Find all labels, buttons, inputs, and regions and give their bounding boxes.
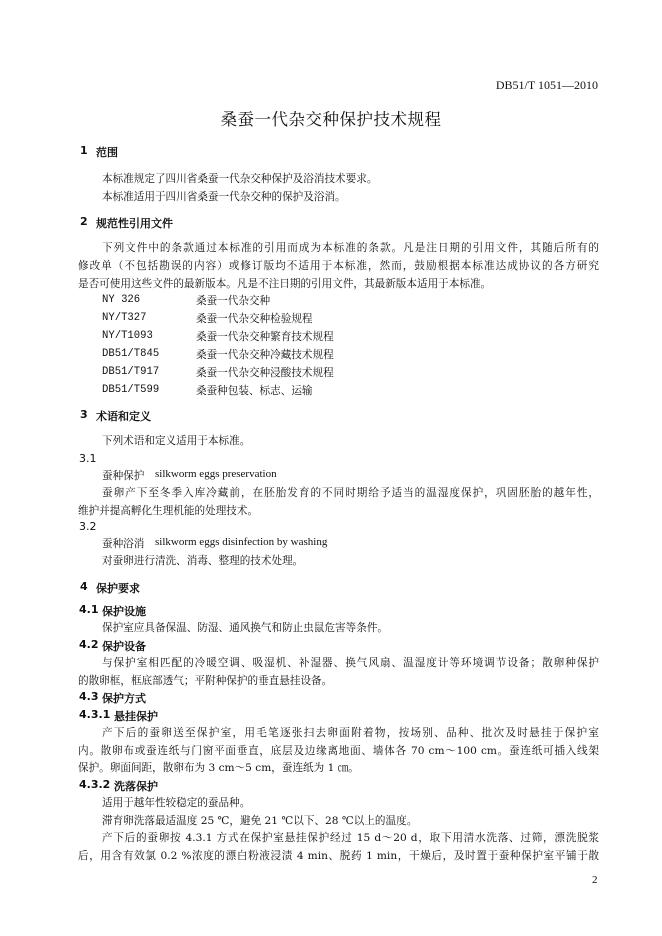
subsection-heading: 保护设备 — [102, 640, 146, 653]
section-4-heading: 保护要求 — [96, 582, 140, 595]
section-3-heading: 术语和定义 — [96, 410, 151, 423]
ref-title: 桑蚕一代杂交种繁育技术规程 — [196, 331, 334, 343]
section-4-number: 4 — [80, 580, 88, 593]
subsection-paragraph-line: 内。散卵布或蚕连纸与门窗平面垂直，底层及边缘离地面、墙体各 70 cm～100 cm。蚕连纸可插入线架 — [78, 745, 599, 757]
term-definition: 对蚕卵进行清洗、消毒、整理的技术处理。 — [102, 555, 304, 567]
ref-code: DB51/T917 — [102, 366, 160, 378]
subsection-paragraph-line: 滞育卵洗落最适温度 25 ℃，避免 21 ℃以下、28 ℃以上的温度。 — [102, 815, 418, 827]
ref-title: 桑蚕一代杂交种检验规程 — [196, 313, 313, 325]
section-3-intro: 下列术语和定义适用于本标准。 — [102, 435, 251, 447]
section-1-paragraph: 本标准规定了四川省桑蚕一代杂交种保护及浴消技术要求。 — [102, 173, 378, 185]
section-1-number: 1 — [80, 144, 88, 157]
subsection-paragraph-line: 产下后的蚕卵送至保护室，用毛笔逐张扫去卵面附着物，按场别、品种、批次及时悬挂于保护室 — [102, 727, 599, 739]
subsection-paragraph-line: 的散卵框，框底部透气；平附种保护的垂直悬挂设备。 — [78, 675, 333, 687]
term-definition-line: 维护并提高孵化生理机能的处理技术。 — [78, 505, 259, 517]
subsection-heading: 悬挂保护 — [114, 710, 158, 723]
subsection-number: 4.3.2 — [79, 778, 111, 791]
subsection-paragraph-line: 与保护室相匹配的冷暖空调、吸湿机、补湿器、换气风扇、温湿度计等环境调节设备；散卵种保护 — [102, 657, 599, 669]
section-1-paragraph: 本标准适用于四川省桑蚕一代杂交种的保护及浴消。 — [102, 191, 346, 203]
subsection-heading: 保护方式 — [102, 692, 146, 705]
term-definition-line: 蚕卵产下至冬季入库冷藏前，在胚胎发育的不同时期给予适当的温湿度保护，巩固胚胎的越年性， — [102, 487, 599, 499]
subsection-heading: 保护设施 — [102, 605, 146, 618]
subsection-number: 4.1 — [79, 603, 99, 616]
subsection-paragraph-line: 产下后的蚕卵按 4.3.1 方式在保护室悬挂保护经过 15 d～20 d，取下用清水洗落、过筛，漂洗脱浆 — [102, 832, 599, 844]
term-name-cn: 蚕种浴消 — [102, 538, 145, 550]
section-2-intro-line: 修改单（不包括勘误的内容）或修订版均不适用于本标准，然而，鼓励根据本标准达成协议的各方研究 — [78, 260, 599, 272]
ref-code: NY 326 — [102, 294, 141, 306]
ref-code: DB51/T599 — [102, 384, 160, 396]
section-1-heading: 范围 — [96, 146, 118, 159]
ref-code: DB51/T845 — [102, 348, 160, 360]
page-title: 桑蚕一代杂交种保护技术规程 — [220, 110, 442, 129]
subsection-heading: 洗落保护 — [114, 780, 158, 793]
term-number: 3.1 — [79, 452, 97, 465]
subsection-paragraph-line: 保护。卵面间距，散卵布为 3 cm～5 cm，蚕连纸为 1 ㎝。 — [78, 762, 359, 774]
term-name-en: silkworm eggs disinfection by washing — [155, 536, 328, 548]
ref-code: NY/T327 — [102, 312, 147, 324]
term-name-en: silkworm eggs preservation — [155, 468, 277, 480]
subsection-paragraph: 保护室应具备保温、防湿、通风换气和防止虫鼠危害等条件。 — [102, 622, 389, 634]
section-2-intro-line: 是否可使用这些文件的最新版本。凡是不注日期的引用文件，其最新版本适用于本标准。 — [78, 278, 492, 290]
ref-code: NY/T1093 — [102, 330, 153, 342]
subsection-number: 4.3.1 — [79, 708, 111, 721]
section-2-number: 2 — [80, 215, 88, 228]
ref-title: 桑蚕种包装、标志、运输 — [196, 385, 313, 397]
ref-title: 桑蚕一代杂交种浸酸技术规程 — [196, 367, 334, 379]
subsection-number: 4.2 — [79, 638, 99, 651]
subsection-paragraph-line: 适用于越年性较稳定的蚕品种。 — [102, 797, 251, 809]
section-2-heading: 规范性引用文件 — [96, 217, 173, 230]
subsection-number: 4.3 — [79, 690, 99, 703]
ref-title: 桑蚕一代杂交种 — [196, 295, 271, 307]
standard-code: DB51/T 1051—2010 — [495, 78, 598, 92]
section-3-number: 3 — [80, 408, 88, 421]
term-number: 3.2 — [79, 520, 97, 533]
term-name-cn: 蚕种保护 — [102, 470, 145, 482]
ref-title: 桑蚕一代杂交种冷藏技术规程 — [196, 349, 334, 361]
section-2-intro-line: 下列文件中的条款通过本标准的引用而成为本标准的条款。凡是注日期的引用文件，其随后所有的 — [102, 242, 599, 254]
subsection-paragraph-line: 后，用含有效氯 0.2 %浓度的漂白粉液浸渍 4 min、脱药 1 min，干燥后，及时置于蚕种保护室平铺于散 — [78, 850, 599, 862]
page-number: 2 — [592, 874, 598, 886]
